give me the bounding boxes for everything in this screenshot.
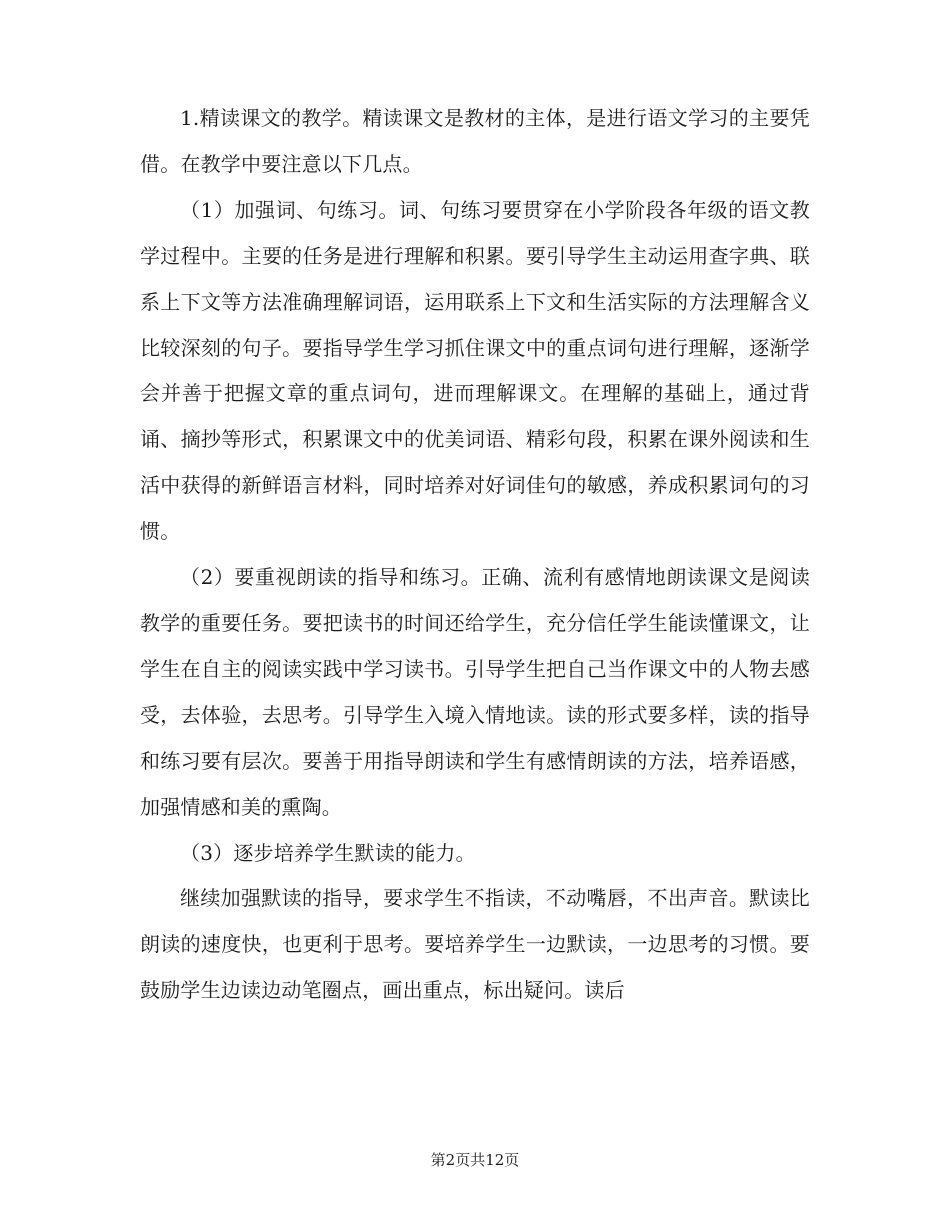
- document-body: [140, 96, 810, 1014]
- paragraph-silent-reading-guidance: 继续加强默读的指导，要求学生不指读，不动嘴唇，不出声音。默读比朗读的速度快，也更利于思考。要培养学生一边默读，一边思考的习惯。要鼓励学生边读边动笔圈点，画出重点，标出疑问。读后: [140, 886, 810, 1003]
- paragraph-word-sentence-practice: （1）加强词、句练习。词、句练习要贯穿在小学阶段各年级的语文教学过程中。主要的任务是进行理解和积累。要引导学生主动运用查字典、联系上下文等方法准确理解词语，运用联系上下文和生活实际的方法理解含义比较深刻的句子。要指导学生学习抓住课文中的重点词句进行理解，逐渐学会并善于把握文章的重点词句，进而理解课文。在理解的基础上，通过背诵、摘抄等形式，积累课文中的优美词语、精彩句段，积累在课外阅读和生活中获得的新鲜语言材料，同时培养对好词佳句的敏感，养成积累词句的习惯。: [140, 197, 810, 544]
- paragraph-silent-reading-heading: （3）逐步培养学生默读的能力。: [180, 840, 476, 865]
- paragraph-reading-aloud: （2）要重视朗读的指导和练习。正确、流利有感情地朗读课文是阅读教学的重要任务。要把读书的时间还给学生，充分信任学生能读懂课文，让学生在自主的阅读实践中学习读书。引导学生把自己当作课文中的人物去感受，去体验，去思考。引导学生入境入情地读。读的形式要多样，读的指导和练习要有层次。要善于用指导朗读和学生有感情朗读的方法，培养语感，加强情感和美的熏陶。: [140, 565, 810, 819]
- paragraph-intensive-reading: 1.精读课文的教学。精读课文是教材的主体，是进行语文学习的主要凭借。在教学中要注意以下几点。: [140, 106, 810, 176]
- page-number-footer: 第2页共12页: [430, 1151, 520, 1169]
